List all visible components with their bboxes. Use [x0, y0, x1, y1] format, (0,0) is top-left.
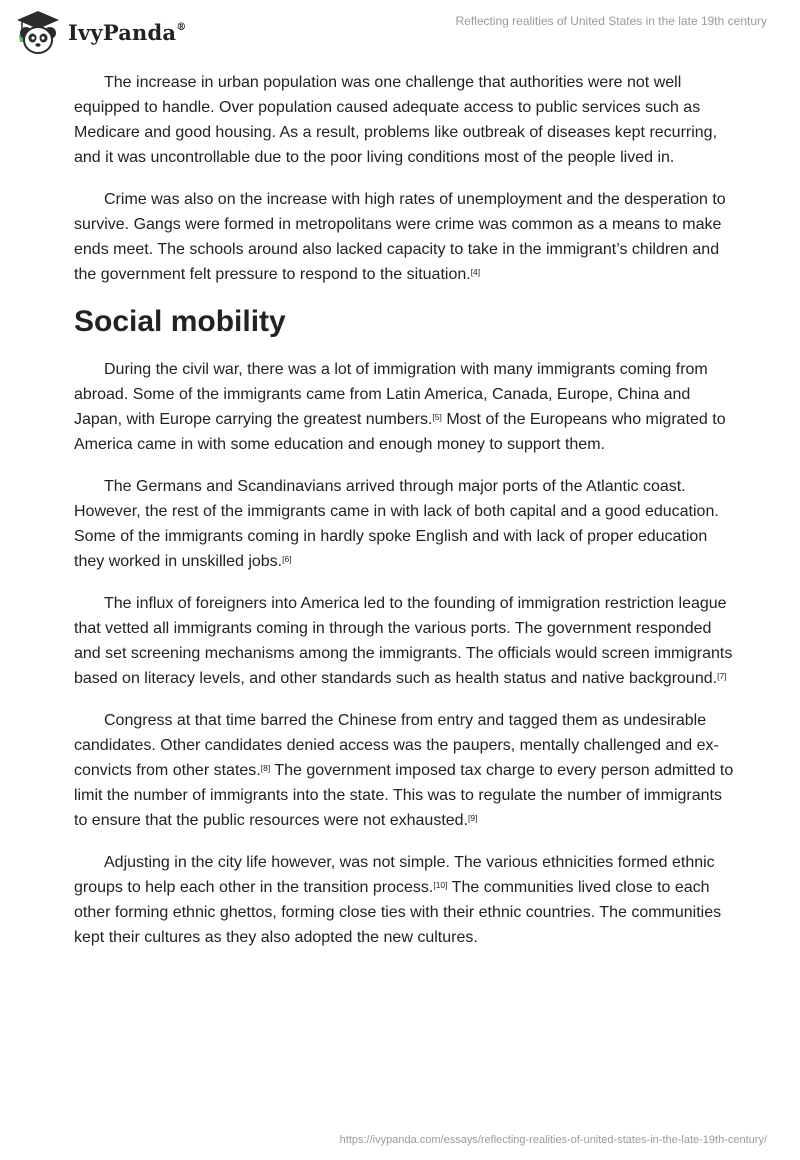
- paragraph: Crime was also on the increase with high rates of unemployment and the desperation to survive. Gangs were formed in metropolitans were crime was common as a means to make ends meet. The schools around also lacked capacity to take in the immigrant’s children and the government felt pressure to respond to the situation.[4]: [74, 191, 726, 283]
- page-header: [0, 0, 800, 66]
- footnote-ref[interactable]: [9]: [468, 813, 478, 823]
- footnote-ref[interactable]: [10]: [433, 880, 448, 890]
- footnote-ref[interactable]: [6]: [282, 554, 292, 564]
- footnote-ref[interactable]: [5]: [432, 412, 442, 422]
- footnote-ref[interactable]: [4]: [470, 267, 481, 277]
- essay-body: [74, 70, 734, 967]
- source-url[interactable]: https://ivypanda.com/essays/reflecting-realities-of-united-states-in-the-late-19th-century/: [339, 1134, 767, 1146]
- paragraph: The influx of foreigners into America led to the founding of immigration restriction league that vetted all immigrants coming in through the various ports. The government responded and set screening mechanisms among the immigrants. The officials would screen immigrants based on literacy levels, and other standards such as health status and native background.[7]: [74, 595, 733, 687]
- paragraph: The Germans and Scandinavians arrived through major ports of the Atlantic coast. However, the rest of the immigrants came in with lack of both capital and a good education. Some of the immigrants coming in hardly spoke English and with lack of proper education they worked in unskilled jobs.[6]: [74, 478, 719, 570]
- paragraph: Congress at that time barred the Chinese from entry and tagged them as undesirable candidates. Other candidates denied access was the paupers, mentally challenged and ex-convicts from other states.[8] The government imposed tax charge to every person admitted to limit the number of immigrants into the state. This was to regulate the number of immigrants to ensure that the public resources were not exhausted.[9]: [74, 712, 734, 829]
- paragraph: Adjusting in the city life however, was not simple. The various ethnicities formed ethnic groups to help each other in the transition process.[10] The communities lived close to each other forming ethnic ghettos, forming close ties with their ethnic countries. The communities kept their cultures as they also adopted the new cultures.: [74, 854, 722, 946]
- panda-logo-icon: [14, 9, 62, 55]
- section-heading: Social mobility: [74, 305, 286, 338]
- paragraph: During the civil war, there was a lot of immigration with many immigrants coming from abroad. Some of the immigrants came from Latin America, Canada, Europe, China and Japan, with Europe carrying the greatest numbers.[5] Most of the Europeans who migrated to America came in with some education and enough money to support them.: [74, 361, 726, 453]
- brand-logo[interactable]: [14, 9, 186, 55]
- brand-name: IvyPanda®: [68, 19, 187, 45]
- paragraph: The increase in urban population was one challenge that authorities were not well equipped to handle. Over population caused adequate access to public services such as Medicare and good housing. As a result, problems like outbreak of diseases kept recurring, and it was uncontrollable due to the poor living conditions most of the people lived in.: [74, 74, 718, 166]
- footnote-ref[interactable]: [7]: [717, 671, 727, 681]
- running-title: Reflecting realities of United States in the late 19th century: [455, 14, 767, 28]
- footnote-ref[interactable]: [8]: [260, 763, 271, 773]
